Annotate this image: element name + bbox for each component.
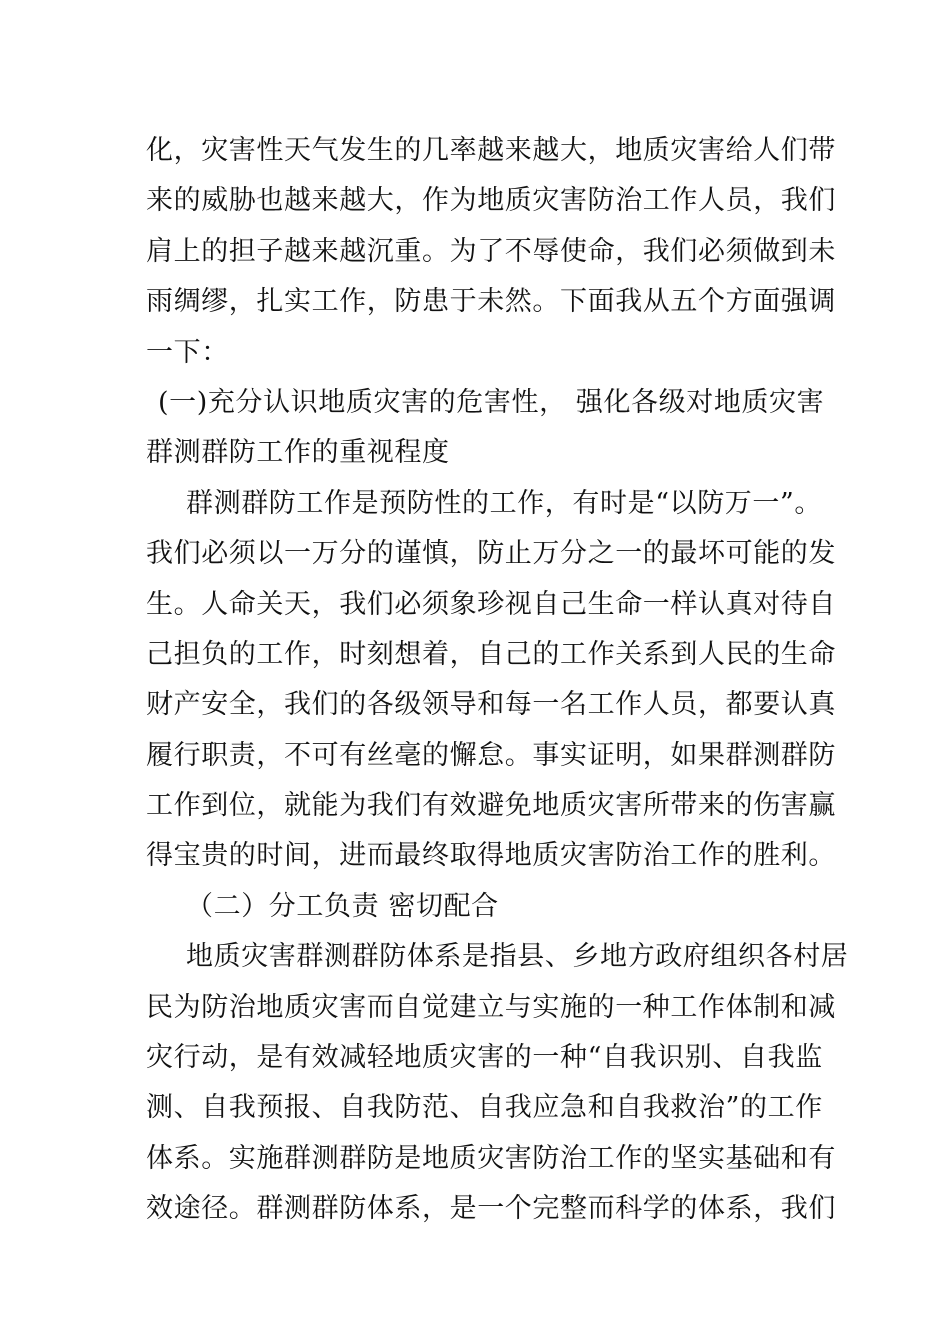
- section-heading-1-cont: 群测群防工作的重视程度: [146, 437, 450, 469]
- text-line: 来的威胁也越来越大，作为地质灾害防治工作人员，我们: [146, 185, 836, 217]
- text-line: 生。人命关天，我们必须象珍视自己生命一样认真对待自: [146, 588, 836, 620]
- text-line: 民为防治地质灾害而自觉建立与实施的一种工作体制和减: [146, 991, 836, 1023]
- text-line: 我们必须以一万分的谨慎，防止万分之一的最坏可能的发: [146, 538, 836, 570]
- text-line: 灾行动，是有效减轻地质灾害的一种“自我识别、自我监: [146, 1042, 823, 1074]
- section-heading-2: （二）分工负责 密切配合: [186, 890, 499, 922]
- paragraph-start: 群测群防工作是预防性的工作，有时是“以防万一”。: [186, 487, 823, 519]
- text-line: 化，灾害性天气发生的几率越来越大，地质灾害给人们带: [146, 135, 836, 166]
- text-line: 肩上的担子越来越沉重。为了不辱使命，我们必须做到未: [146, 235, 836, 267]
- paragraph-start: 地质灾害群测群防体系是指县、乡地方政府组织各村居: [186, 941, 849, 973]
- text-line: 工作到位，就能为我们有效避免地质灾害所带来的伤害赢: [146, 790, 836, 822]
- section-heading-1: (一)充分认识地质灾害的危害性， 强化各级对地质灾害: [158, 386, 825, 418]
- document-body: [146, 126, 849, 1235]
- text-line: 财产安全，我们的各级领导和每一名工作人员，都要认真: [146, 689, 836, 721]
- text-line: 测、自我预报、自我防范、自我应急和自我救治”的工作: [146, 1092, 823, 1124]
- text-line: 得宝贵的时间，进而最终取得地质灾害防治工作的胜利。: [146, 840, 836, 872]
- text-line: 己担负的工作，时刻想着，自己的工作关系到人民的生命: [146, 638, 836, 670]
- text-line: 效途径。群测群防体系，是一个完整而科学的体系，我们: [146, 1193, 836, 1225]
- text-line: 雨绸缪，扎实工作，防患于未然。下面我从五个方面强调: [146, 286, 836, 318]
- text-line: 履行职责，不可有丝毫的懈怠。事实证明，如果群测群防: [146, 739, 836, 771]
- text-line: 一下：: [146, 336, 229, 368]
- text-line: 体系。实施群测群防是地质灾害防治工作的坚实基础和有: [146, 1142, 836, 1174]
